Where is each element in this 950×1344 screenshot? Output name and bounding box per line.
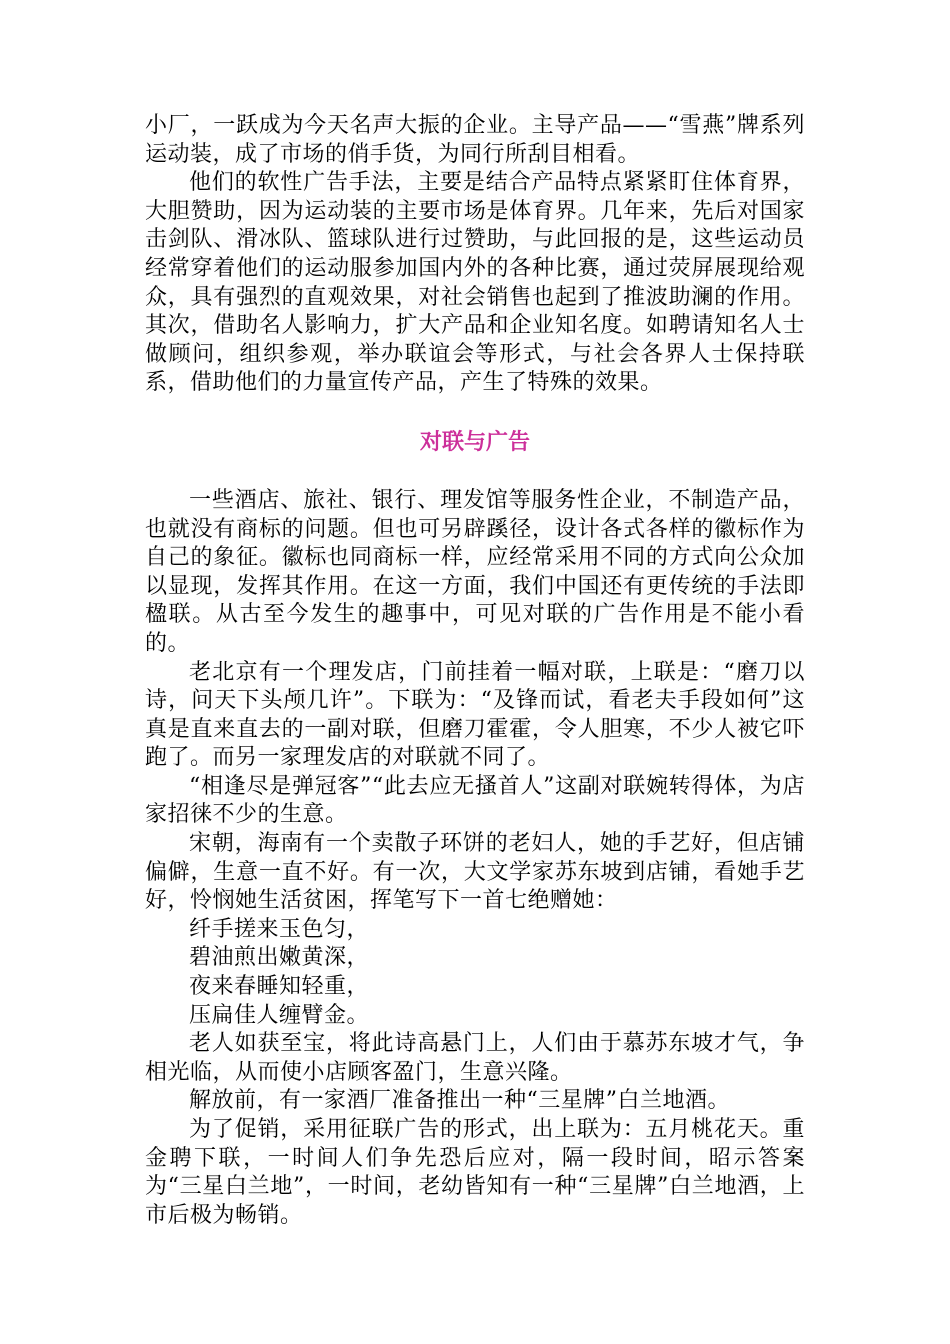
paragraph: 解放前，有一家酒厂准备推出一种“三星牌”白兰地酒。 bbox=[189, 1088, 730, 1114]
poem-line: 碧油煎出嫩黄深， bbox=[189, 945, 370, 971]
poem-line: 纤手搓来玉色匀， bbox=[189, 916, 370, 942]
paragraph: 为了促销，采用征联广告的形式，出上联为：五月桃花天。重金聘下联，一时间人们争先恐后应对，隔一段时间，昭示答案为“三星白兰地”，一时间，老幼皆知有一种“三星牌”白兰地酒，上市后极为畅销。 bbox=[145, 1117, 805, 1228]
paragraph: “相逢尽是弹冠客”“此去应无搔首人”这副对联婉转得体，为店家招徕不少的生意。 bbox=[145, 773, 805, 828]
section-heading: 对联与广告 bbox=[419, 429, 530, 455]
paragraph: 老人如获至宝，将此诗高悬门上，人们由于慕苏东坡才气，争相光临，从而使小店顾客盈门，生意兴隆。 bbox=[145, 1031, 805, 1085]
poem bbox=[145, 916, 805, 1030]
poem-line: 夜来春睡知轻重， bbox=[189, 974, 370, 1000]
poem-line: 压扁佳人缠臂金。 bbox=[189, 1002, 370, 1028]
paragraph: 一些酒店、旅社、银行、理发馆等服务性企业，不制造产品，也就没有商标的问题。但也可另辟蹊径，设计各式各样的徽标作为自己的象征。徽标也同商标一样，应经常采用不同的方式向公众加以显现，发挥其作用。在这一方面，我们中国还有更传统的手法即楹联。从古至今发生的趣事中，可见对联的广告作用是不能小看的。 bbox=[145, 487, 805, 656]
document-page bbox=[145, 112, 805, 1230]
paragraph: 小厂，一跃成为今天名声大振的企业。主导产品——“雪燕”牌系列运动装，成了市场的俏手货，为同行所刮目相看。 bbox=[145, 113, 805, 167]
paragraph: 老北京有一个理发店，门前挂着一幅对联，上联是：“磨刀以诗，问天下头颅几许”。下联为：“及锋而试，看老夫手段如何”这真是直来直去的一副对联，但磨刀霍霍，令人胆寒，不少人被它吓跑了。而另一家理发店的对联就不同了。 bbox=[145, 659, 805, 771]
paragraph: 宋朝，海南有一个卖散子环饼的老妇人，她的手艺好，但店铺偏僻，生意一直不好。有一次，大文学家苏东坡到店铺，看她手艺好，怜悯她生活贫困，挥笔写下一首七绝赠她： bbox=[145, 831, 805, 914]
paragraph: 他们的软性广告手法，主要是结合产品特点紧紧盯住体育界，大胆赞助，因为运动装的主要市场是体育界。几年来，先后对国家击剑队、滑冰队、篮球队进行过赞助，与此回报的是，这些运动员经常穿着他们的运动服参加国内外的各种比赛，通过荧屏展现给观众，具有强烈的直观效果，对社会销售也起到了推波助澜的作用。其次，借助名人影响力，扩大产品和企业知名度。如聘请知名人士做顾问，组织参观，举办联谊会等形式，与社会各界人士保持联系，借助他们的力量宣传产品，产生了特殊的效果。 bbox=[145, 170, 805, 396]
